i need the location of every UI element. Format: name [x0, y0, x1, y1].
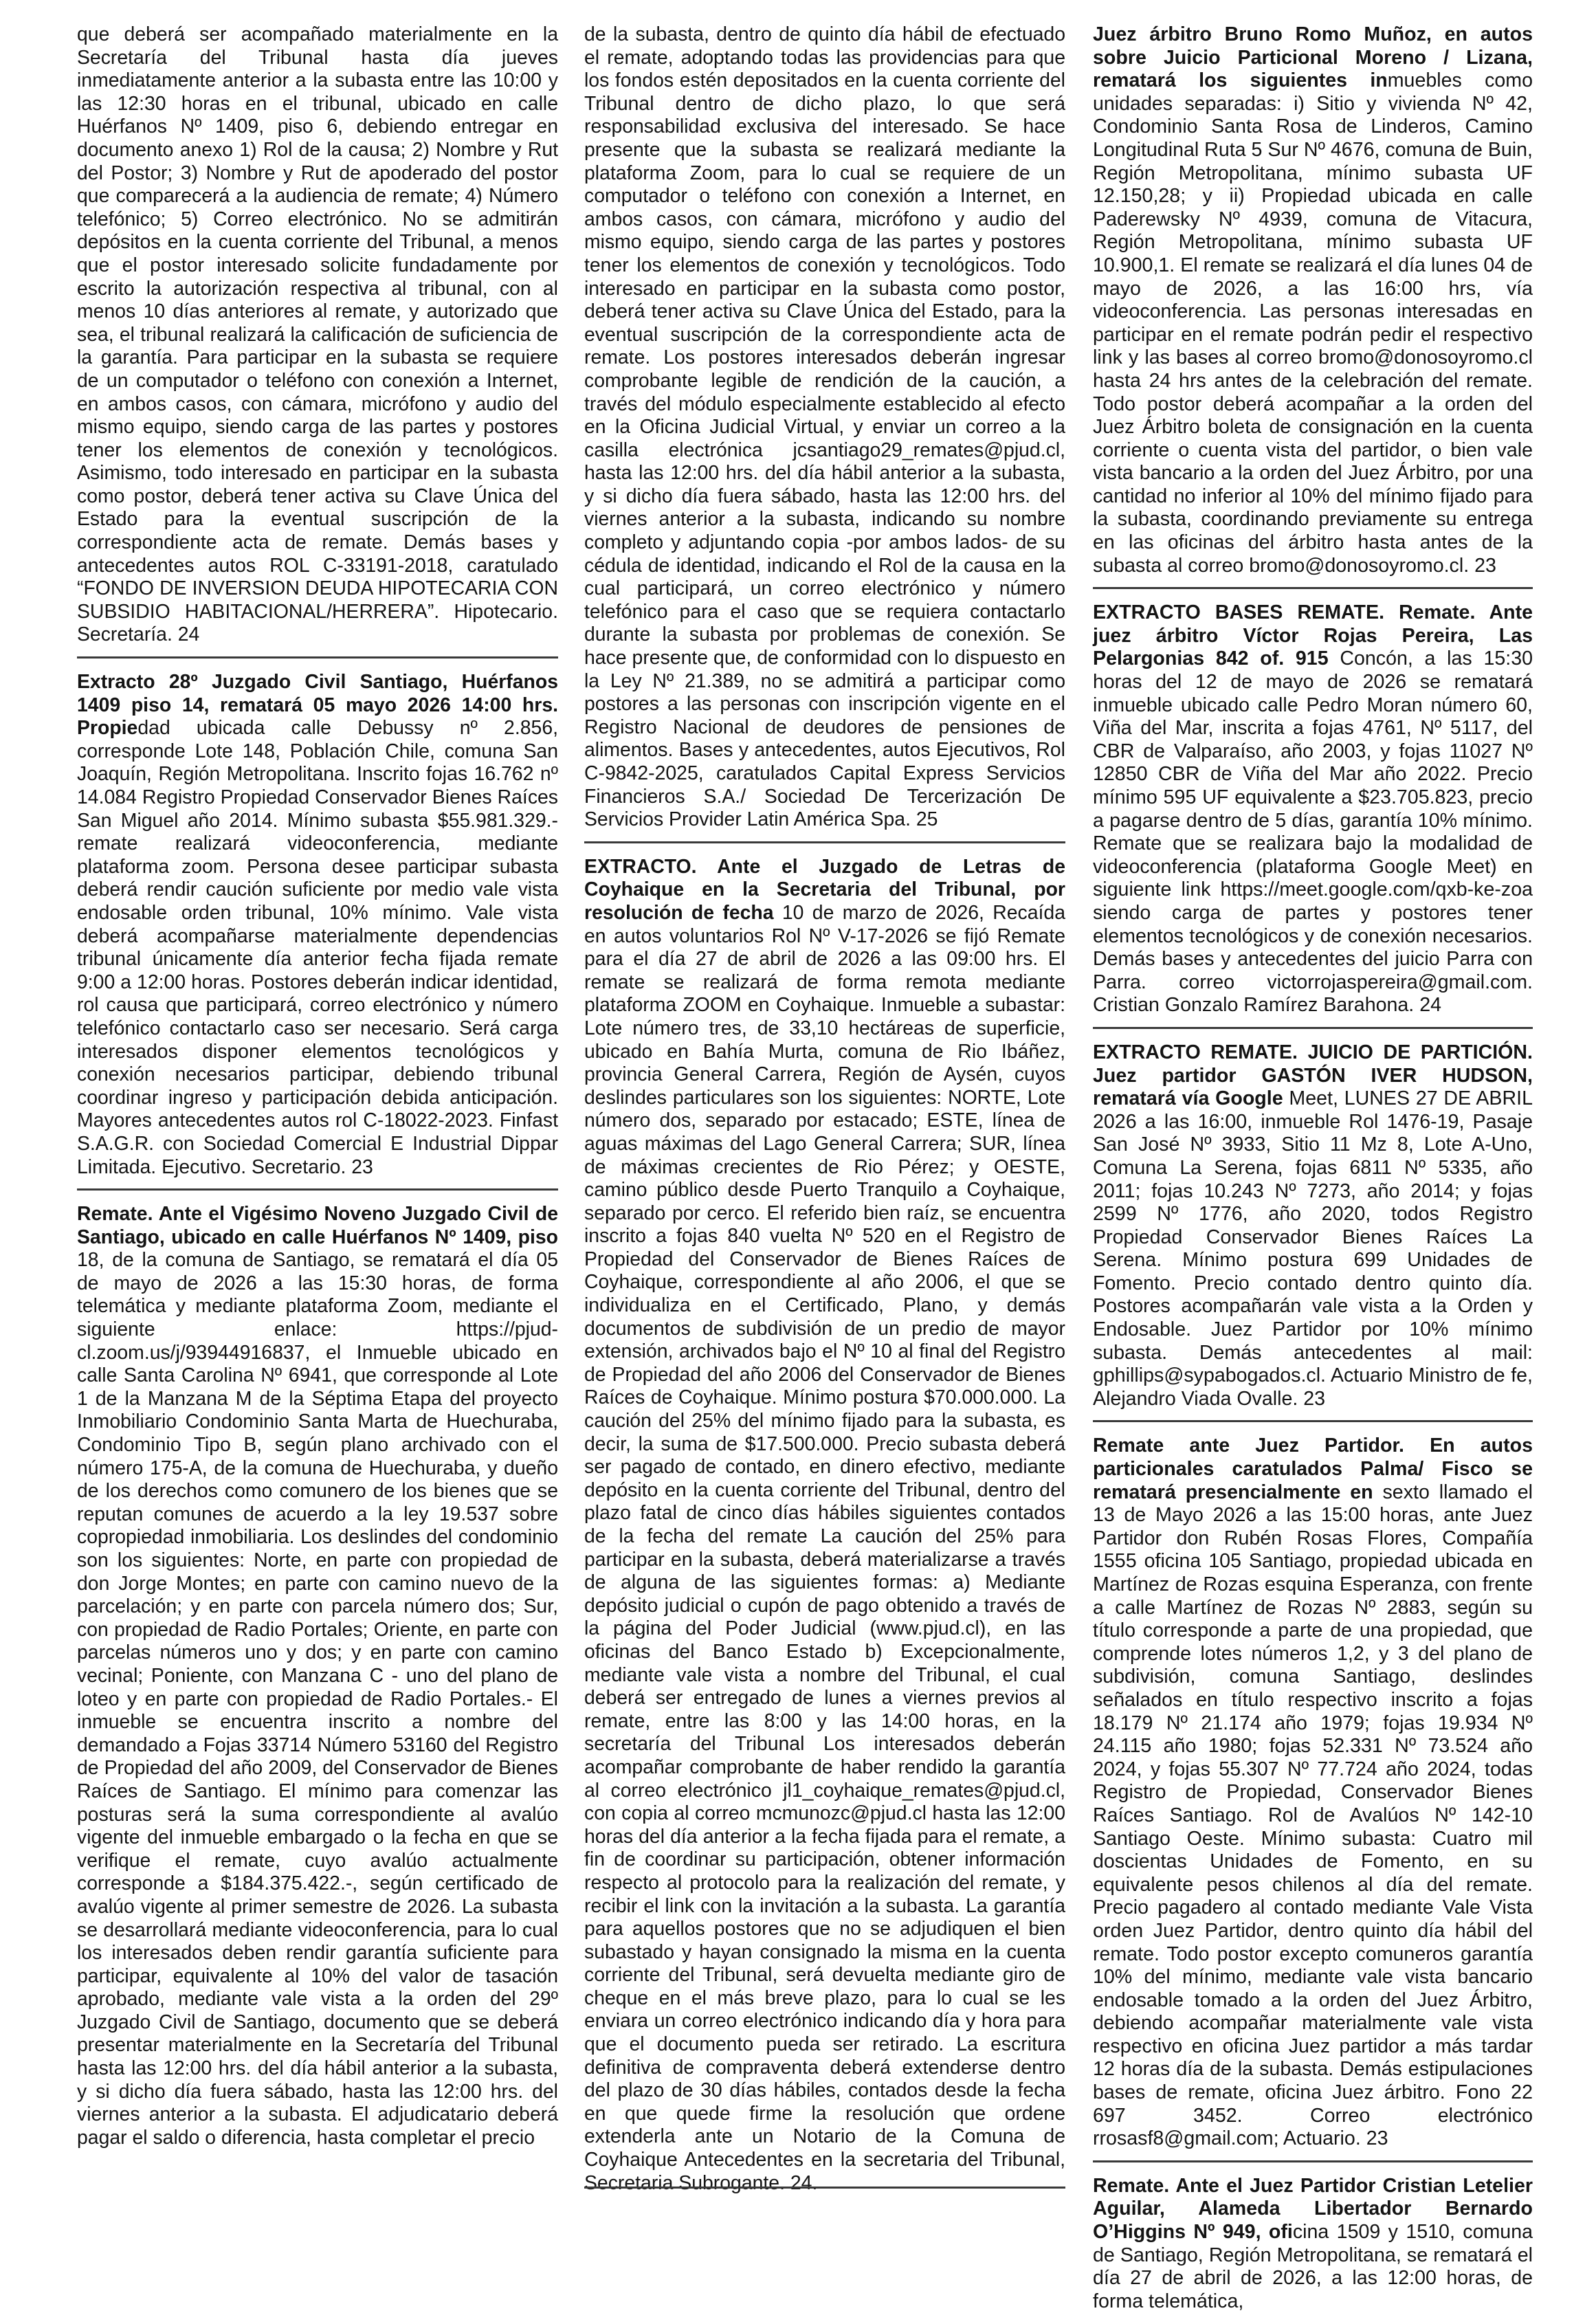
notice-letelier-aguilar: Remate. Ante el Juez Partidor Cristian Letelier Aguilar, Alameda Libertador Bernardo O’Higgins Nº 949, oficina 1509 y 1510, comuna de Santiago, Región Metropolitana, se rematará el día 27 de abril de 2026, a las 12:00 horas, de forma telemática,: [1093, 2174, 1533, 2312]
notice-continuation: que deberá ser acompañado materialmente en la Secretaría del Tribunal hasta día jueves inmediatamente anterior a la subasta entre las 10:00 y las 12:30 horas en el tribunal, ubicado en calle Huérfanos Nº 1409, piso 6, debiendo entregar en documento anexo 1) Rol de la causa; 2) Nombre y Rut del Postor; 3) Nombre y Rut de apoderado del postor que comparecerá a la audiencia de remate; 4) Número telefónico; 5) Correo electrónico. No se admitirán depósitos en la cuenta corriente del Tribunal, a menos que el postor interesado solicite fundadamente por escrito la autorización respectiva al tribunal, con al menos 10 días anteriores al remate, y autorizado que sea, el tribunal realizará la calificación de suficiencia de la garantía. Para participar en la subasta se requiere de un computador o teléfono con conexión a Internet, en ambos casos, con cámara, micrófono y audio del mismo equipo, siendo carga de las partes y postores tener los elementos de conexión y tecnológicos. Asimismo, todo interesado en participar en la subasta como postor, deberá tener activa su Clave Única del Estado para la eventual suscripción de la correspondiente acta de remate. Demás bases y antecedentes autos ROL C-33191-2018, caratulado “FONDO DE INVERSION DEUDA HIPOTECARIA CON SUBSIDIO HABITACIONAL/HERRERA”. Hipotecario. Secretaría. 24: [77, 23, 558, 646]
notice-romo-munoz: Juez árbitro Bruno Romo Muñoz, en autos sobre Juicio Particional Moreno / Lizana, rematará los siguientes inmuebles como unidades separadas: i) Sitio y vivienda Nº 42, Condominio Santa Rosa de Linderos, Camino Longitudinal Ruta 5 Sur Nº 4676, comuna de Buin, Región Metropolitana, mínimo subasta UF 12.150,28; y ii) Propiedad ubicada en calle Paderewsky Nº 4939, comuna de Vitacura, Región Metropolitana, mínimo subasta UF 10.900,1. El remate se realizará el día lunes 04 de mayo de 2026, a las 16:00 hrs, vía videoconferencia. Las personas interesadas en participar en el remate podrán pedir el respectivo link y las bases al correo bromo@donosoyromo.cl hasta 24 hrs antes de la celebración del remate. Todo postor deberá acompañar a la orden del Juez Árbitro boleta de consignación en la cuenta corriente o cuenta vista del partidor, o bien vale vista bancario a la orden del Juez Árbitro, por una cantidad no inferior al 10% del mínimo fijado para la subasta, coordinando previamente su entrega en las oficinas del árbitro hasta antes de la subasta al correo bromo@donosoyromo.cl. 23: [1093, 23, 1533, 577]
notice-heading: Extracto 28º Juzgado Civil Santiago, Huérfanos 1409 piso 14, rematará 05 mayo 2026 14:00 hrs. Propie: [77, 671, 558, 740]
notice-continuation: de la subasta, dentro de quinto día hábil de efectuado el remate, adoptando todas las providencias para que los fondos estén depositados en la cuenta corriente del Tribunal dentro de dicho plazo, lo que será responsabilidad exclusiva del interesado. Se hace presente que la subasta se realizará mediante la plataforma Zoom, para lo cual se requiere de un computador o teléfono con conexión a Internet, en ambos casos, con cámara, micrófono y audio del mismo equipo, siendo carga de las partes y postores tener los elementos de conexión y tecnológicos. Todo interesado en participar en la subasta como postor, deberá tener activa su Clave Única del Estado, para la eventual suscripción de la correspondiente acta de remate. Los postores interesados deberán ingresar comprobante legible de rendición de la caución, a través del módulo especialmente establecido al efecto en la Oficina Judicial Virtual, y enviar un correo a la casilla electrónica jcsantiago29_remates@pjud.cl, hasta las 12:00 hrs. del día hábil anterior a la subasta, y si dicho día fuera sábado, hasta las 12:00 hrs. del viernes anterior a la subasta, indicando su nombre completo y adjuntando copia -por ambos lados- de su cédula de identidad, indicando el Rol de la causa en la cual participará, un correo electrónico y número telefónico para el caso que se requiera contactarlo durante la subasta por problemas de conexión. Se hace presente que, de conformidad con lo dispuesto en la Ley Nº 21.389, no se admitirá a participar como postores a las personas con inscripción vigente en el Registro Nacional de deudores de pensiones de alimentos. Bases y antecedentes, autos Ejecutivos, Rol C-9842-2025, caratulados Capital Express Servicios Financieros S.A./ Sociedad De Tercerización De Servicios Provider Latin América Spa. 25: [584, 23, 1065, 831]
notice-heading: EXTRACTO. Ante el Juzgado de Letras de Coyhaique en la Secretaria del Tribunal, por resolución de fecha: [584, 855, 1065, 924]
notice-heading: EXTRACTO REMATE. JUICIO DE PARTICIÓN. Juez partidor GASTÓN IVER HUDSON, rematará vía Google: [1093, 1041, 1533, 1110]
notice-divider: [1093, 1027, 1533, 1029]
notice-divider: [1093, 587, 1533, 589]
notice-heading: Remate ante Juez Partidor. En autos particionales caratulados Palma/ Fisco se rematará presencialmente en: [1093, 1435, 1533, 1503]
notice-coyhaique: EXTRACTO. Ante el Juzgado de Letras de Coyhaique en la Secretaria del Tribunal, por resolución de fecha 10 de marzo de 2026, Recaída en autos voluntarios Rol Nº V-17-2026 se fijó Remate para el día 27 de abril de 2026 a las 09:00 hrs. El remate se realizará de forma remota mediante plataforma ZOOM en Coyhaique. Inmueble a subastar: Lote número tres, de 33,10 hectáreas de superficie, ubicado en Bahía Murta, comuna de Rio Ibáñez, provincia General Carrera, Región de Aysén, cuyos deslindes particulares son los siguientes: NORTE, Lote número dos, separado por estacado; ESTE, línea de aguas máximas del Lago General Carrera; SUR, línea de máximas crecientes de Rio Pérez; y OESTE, camino público desde Puerto Tranquilo a Coyhaique, separado por cerco. El referido bien raíz, se encuentra inscrito a fojas 840 vuelta Nº 520 en el Registro de Propiedad del Conservador de Bienes Raíces de Coyhaique, correspondiente al año 2006, el que se individualiza en el Certificado, Plano, y demás documentos de subdivisión de un predio de mayor extensión, archivados bajo el Nº 10 al final del Registro de Propiedad del año 2006 del Conservador de Bienes Raíces de Coyhaique. Mínimo postura $70.000.000. La caución del 25% del mínimo fijado para la subasta, es decir, la suma de $17.500.000. Precio subasta deberá ser pagado de contado, en dinero efectivo, mediante depósito en la cuenta corriente del Tribunal, dentro del plazo fatal de cinco días hábiles siguientes contados de la fecha del remate La caución del 25% para participar en la subasta, deberá materializarse a través de alguna de las siguientes formas: a) Mediante depósito judicial o cupón de pago obtenido a través de la página del Poder Judicial (www.pjud.cl), en las oficinas del Banco Estado b) Excepcionalmente, mediante vale vista a nombre del Tribunal, el cual deberá ser entregado de lunes a viernes previos al remate, entre las 8:00 y las 14:00 horas, en la secretaría del Tribunal Los interesados deberán acompañar comprobante de haber rendido la garantía al correo electrónico jl1_coyhaique_remates@pjud.cl, con copia al correo mcmunozc@pjud.cl hasta las 12:00 horas del día anterior a la fecha fijada para el remate, a fin de coordinar su participación, obtener información respecto al protocolo para la realización del remate, y recibir el link con la invitación a la subasta. La garantía para aquellos postores que no se adjudiquen el bien subastado y hayan consignado la misma en la cuenta corriente del Tribunal, será devuelta mediante giro de cheque en el más breve plazo, para lo cual se les enviara un correo electrónico indicando día y hora para que el documento pueda ser retirado. La escritura definitiva de compraventa deberá extenderse dentro del plazo de 30 días hábiles, contados desde la fecha en que quede firme la resolución que ordene extenderla ante un Notario de la Comuna de Coyhaique Antecedentes en la secretaria del Tribunal, Secretaria Subrogante. 24.: [584, 855, 1065, 2194]
notice-rojas-pereira: EXTRACTO BASES REMATE. Remate. Ante juez árbitro Víctor Rojas Pereira, Las Pelargonias 842 of. 915 Concón, a las 15:30 horas del 12 de mayo de 2026 se rematará inmueble ubicado calle Pedro Moran número 60, Viña del Mar, inscrita a fojas 4761, Nº 5117, del CBR de Valparaíso, año 2003, y fojas 11027 Nº 12850 CBR de Viña del Mar año 2022. Precio mínimo 595 UF equivalente a $23.705.823, precio a pagarse dentro de 5 días, garantía 10% mínimo. Remate que se realizara bajo la modalidad de videoconferencia (plataforma Google Meet) en siguiente link https://meet.google.com/qxb-ke-zoa siendo carga de partes y postores tener elementos tecnológicos y de conexión necesarios. Demás bases y antecedentes del juicio Parra con Parra. correo victorrojaspereira@gmail.com. Cristian Gonzalo Ramírez Barahona. 24: [1093, 601, 1533, 1017]
column-2: [584, 23, 1065, 2194]
column-3: [1093, 23, 1533, 2312]
notice-iver-hudson: EXTRACTO REMATE. JUICIO DE PARTICIÓN. Juez partidor GASTÓN IVER HUDSON, rematará vía Google Meet, LUNES 27 DE ABRIL 2026 a las 16:00, inmueble Rol 1476-19, Pasaje San José Nº 3933, Sitio 11 Mz 8, Lote A-Uno, Comuna La Serena, fojas 6811 Nº 5335, año 2011; fojas 10.243 Nº 7273, año 2014; y fojas 2599 Nº 1776, año 2020, todos Registro Propiedad Conservador Bienes Raíces La Serena. Mínimo postura 699 Unidades de Fomento. Precio contado dentro quinto día. Postores acompañarán vale vista a la Orden y Endosable. Juez Partidor por 10% mínimo subasta. Demás antecedentes al mail: gphillips@sypabogados.cl. Actuario Ministro de fe, Alejandro Viada Ovalle. 23: [1093, 1041, 1533, 1410]
notice-28-juzgado-civil: Extracto 28º Juzgado Civil Santiago, Huérfanos 1409 piso 14, rematará 05 mayo 2026 14:00 hrs. Propiedad ubicada calle Debussy nº 2.856, corresponde Lote 148, Población Chile, comuna San Joaquín, Región Metropolitana. Inscrito fojas 16.762 nº 14.084 Registro Propiedad Conservador Bienes Raíces San Miguel año 2014. Mínimo subasta $55.981.329.- remate realizará videoconferencia, mediante plataforma zoom. Persona desee participar subasta deberá rendir caución suficiente por medio vale vista endosable orden tribunal, 10% mínimo. Vale vista deberá acompañarse materialmente dependencias tribunal únicamente día anterior fecha fijada remate 9:00 a 12:00 horas. Postores deberán indicar identidad, rol causa que participará, correo electrónico y número telefónico contactarlo caso ser necesario. Será carga interesados disponer elementos tecnológicos y conexión necesarios participar, debiendo tribunal coordinar ingreso y participación debida anticipación. Mayores antecedentes autos rol C-18022-2023. Finfast S.A.G.R. con Sociedad Comercial E Industrial Dippar Limitada. Ejecutivo. Secretario. 23: [77, 671, 558, 1178]
notice-divider: [77, 1188, 558, 1191]
column-bottom-rule: [584, 2187, 1065, 2189]
notice-divider: [1093, 1420, 1533, 1422]
notice-divider: [77, 656, 558, 659]
notice-heading: Remate. Ante el Vigésimo Noveno Juzgado Civil de Santiago, ubicado en calle Huérfanos Nº 1409, piso: [77, 1203, 558, 1248]
notice-divider: [584, 841, 1065, 843]
column-1: [77, 23, 558, 2189]
notice-palma-fisco: Remate ante Juez Partidor. En autos particionales caratulados Palma/ Fisco se rematará presencialmente en sexto llamado el 13 de Mayo 2026 a las 15:00 horas, ante Juez Partidor don Rubén Rosas Flores, Compañía 1555 oficina 105 Santiago, propiedad ubicada en Martínez de Rozas esquina Esperanza, con frente a calle Martínez de Rozas Nº 2883, según su título corresponde a parte de una propiedad, que comprende lotes números 1,2, y 3 del plano de subdivisión, comuna Santiago, deslindes señalados en título respectivo inscrito a fojas 18.179 Nº 21.174 año 1979; fojas 19.934 Nº 24.115 año 1980; fojas 52.331 Nº 73.524 año 2024, y fojas 55.307 Nº 77.724 año 2024, todas Registro de Propiedad, Conservador Bienes Raíces Santiago. Rol de Avalúos Nº 142-10 Santiago Oeste. Mínimo subasta: Cuatro mil doscientas Unidades de Fomento, en su equivalente pesos chilenos al día del remate. Precio pagadero al contado mediante Vale Vista orden Juez Partidor, dentro quinto día hábil del remate. Todo postor excepto comuneros garantía 10% del mínimo, mediante vale vista bancario endosable tomado a la orden del Juez Árbitro, debiendo acompañar materialmente vale vista respectivo en oficina Juez partidor a más tardar 12 horas día de la subasta. Demás estipulaciones bases de remate, oficina Juez árbitro. Fono 22 697 3452. Correo electrónico rrosasf8@gmail.com; Actuario. 23: [1093, 1435, 1533, 2150]
notice-29-juzgado-civil: Remate. Ante el Vigésimo Noveno Juzgado Civil de Santiago, ubicado en calle Huérfanos Nº 1409, piso 18, de la comuna de Santiago, se rematará el día 05 de mayo de 2026 a las 15:30 horas, de forma telemática y mediante plataforma Zoom, mediante el siguiente enlace: https://pjud-cl.zoom.us/j/93944916837, el Inmueble ubicado en calle Santa Carolina Nº 6941, que corresponde al Lote 1 de la Manzana M de la Séptima Etapa del proyecto Inmobiliario Condominio Santa Marta de Huechuraba, Condominio Tipo B, según plano archivado con el número 175-A, de la comuna de Huechuraba, y dueño de los derechos como comunero de los bienes que se reputan comunes de acuerdo a la ley 19.537 sobre copropiedad inmobiliaria. Los deslindes del condominio son los siguientes: Norte, en parte con propiedad de don Jorge Montes; en parte con camino nuevo de la parcelación; y en parte con parcela número dos; Sur, con propiedad de Radio Portales; Oriente, en parte con parcelas números uno y dos; y en parte con camino vecinal; Poniente, con Manzana C - uno del plano de loteo y en parte con propiedad de Radio Portales.- El inmueble se encuentra inscrito a nombre del demandado a Fojas 33714 Número 53160 del Registro de Propiedad del año 2009, del Conservador de Bienes Raíces de Santiago. El mínimo para comenzar las posturas será la suma correspondiente al avalúo vigente del inmueble embargado o la fecha en que se verifique el remate, cuyo avalúo actualmente corresponde a $184.375.422.-, según certificado de avalúo vigente al primer semestre de 2026. La subasta se desarrollará mediante videoconferencia, para lo cual los interesados deben rendir garantía suficiente para participar, equivalente al 10% del valor de tasación aprobado, mediante vale vista a la orden del 29º Juzgado Civil de Santiago, documento que se deberá presentar materialmente en la Secretaría del Tribunal hasta las 12:00 hrs. del día hábil anterior a la subasta, y si dicho día fuera sábado, hasta las 12:00 hrs. del viernes anterior a la subasta. El adjudicatario deberá pagar el saldo o diferencia, hasta completar el precio: [77, 1203, 558, 2149]
notice-divider: [1093, 2160, 1533, 2162]
notice-heading: Remate. Ante el Juez Partidor Cristian Letelier Aguilar, Alameda Libertador Bernardo O’Higgins Nº 949, ofi: [1093, 2174, 1533, 2244]
notice-heading: EXTRACTO BASES REMATE. Remate. Ante juez árbitro Víctor Rojas Pereira, Las Pelargonias 842 of. 915: [1093, 601, 1533, 670]
notice-heading: Juez árbitro Bruno Romo Muñoz, en autos sobre Juicio Particional Moreno / Lizana, rematará los siguientes in: [1093, 23, 1533, 92]
